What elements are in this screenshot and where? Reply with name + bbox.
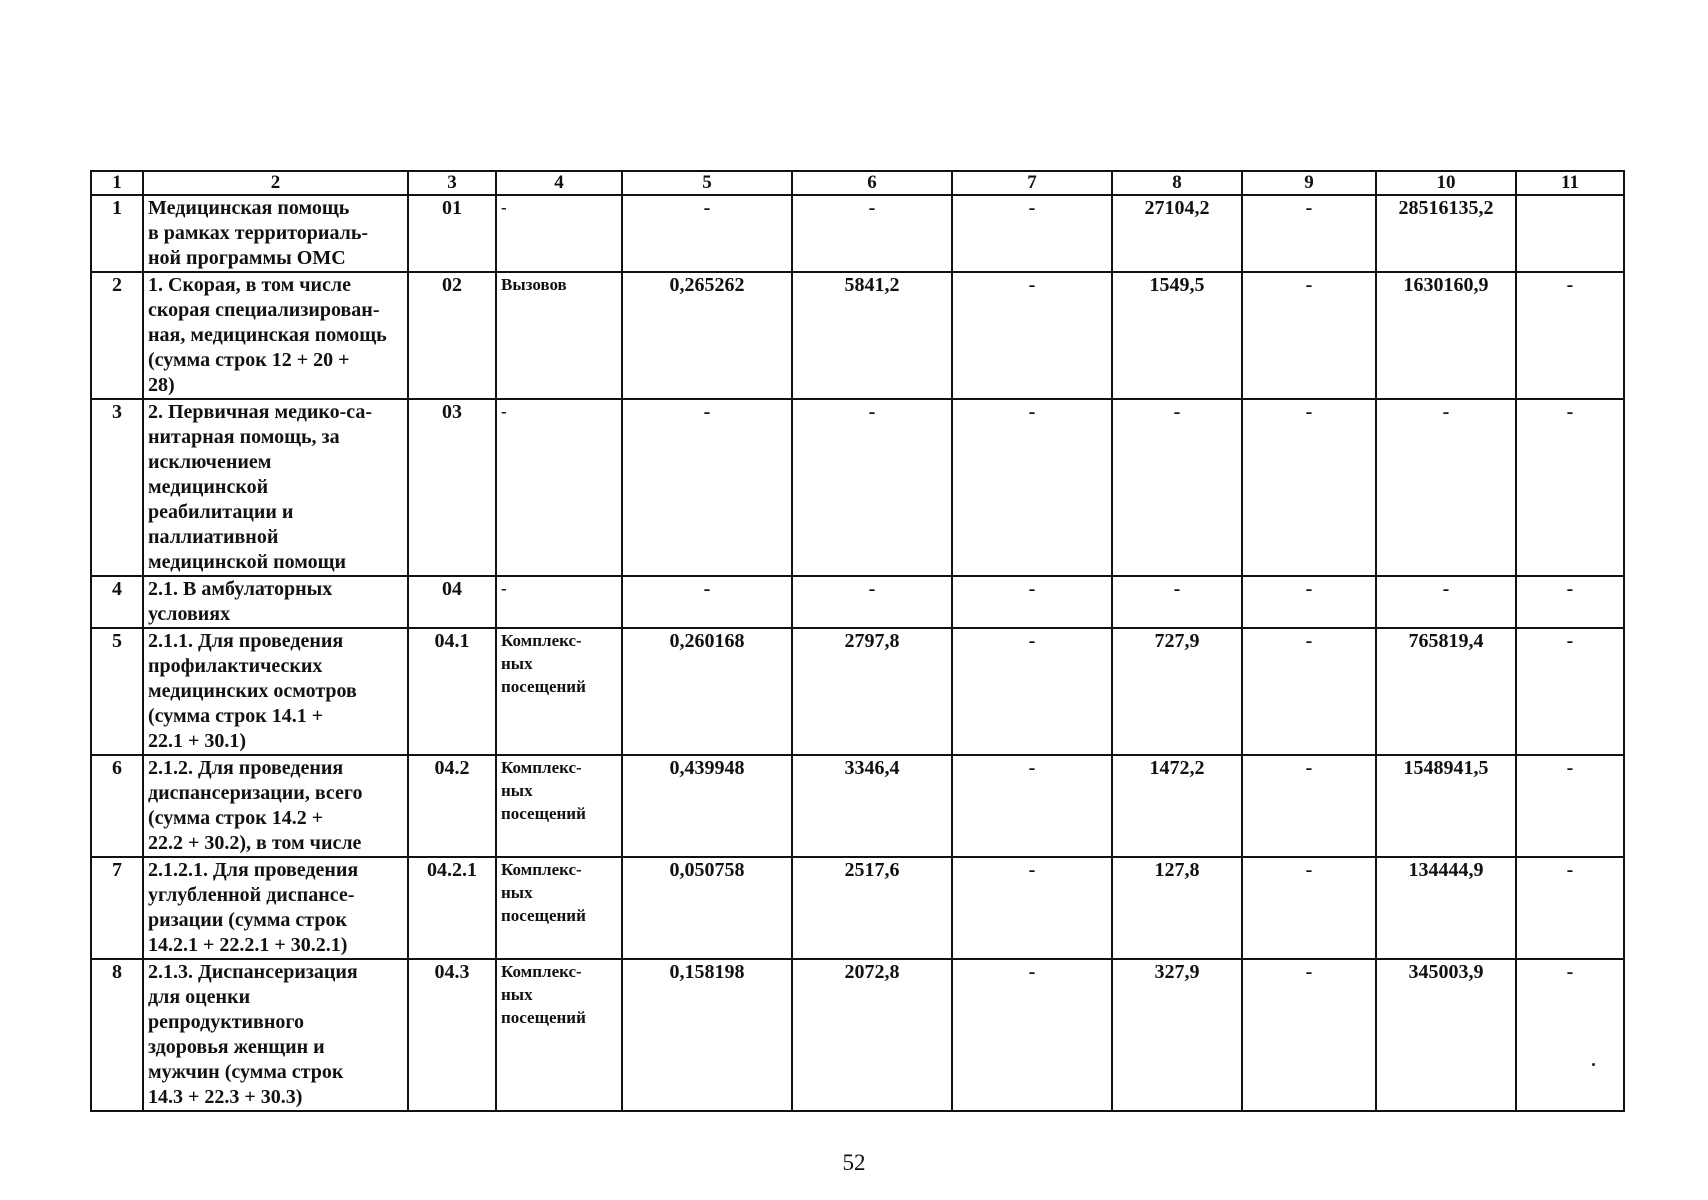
row-code-cell: 04 — [408, 576, 496, 628]
column-number: 6 — [792, 171, 952, 195]
value-cell-col9: - — [1242, 576, 1376, 628]
value-cell-col10: 345003,9 — [1376, 959, 1516, 1111]
row-number-cell: 4 — [91, 576, 143, 628]
value-cell-col11: - — [1516, 628, 1624, 755]
value-cell-col11: - — [1516, 755, 1624, 857]
column-number: 5 — [622, 171, 792, 195]
value-cell-col8: 27104,2 — [1112, 195, 1242, 272]
value-cell-col5: - — [622, 195, 792, 272]
value-cell-col7: - — [952, 195, 1112, 272]
row-code-cell: 02 — [408, 272, 496, 399]
column-number: 2 — [143, 171, 408, 195]
unit-cell: - — [496, 195, 622, 272]
column-number: 11 — [1516, 171, 1624, 195]
value-cell-col7: - — [952, 399, 1112, 576]
value-cell-col8: 1472,2 — [1112, 755, 1242, 857]
value-cell-col10: 134444,9 — [1376, 857, 1516, 959]
column-number: 8 — [1112, 171, 1242, 195]
table-row — [91, 628, 1624, 755]
page-number: 52 — [842, 1150, 866, 1175]
value-cell-col9: - — [1242, 195, 1376, 272]
value-cell-col9: - — [1242, 399, 1376, 576]
table-row — [91, 959, 1624, 1111]
unit-cell: Комплекс- ных посещений — [496, 628, 622, 755]
value-cell-col7: - — [952, 576, 1112, 628]
value-cell-col8: - — [1112, 399, 1242, 576]
value-cell-col9: - — [1242, 628, 1376, 755]
column-number: 10 — [1376, 171, 1516, 195]
indicator-name-cell: 2.1. В амбулаторных условиях — [143, 576, 408, 628]
row-code-cell: 04.2.1 — [408, 857, 496, 959]
value-cell-col8: 1549,5 — [1112, 272, 1242, 399]
value-cell-col6: - — [792, 399, 952, 576]
table-row — [91, 755, 1624, 857]
row-number-cell: 1 — [91, 195, 143, 272]
row-code-cell: 04.1 — [408, 628, 496, 755]
value-cell-col7: - — [952, 628, 1112, 755]
value-cell-col11: - — [1516, 576, 1624, 628]
column-number: 1 — [91, 171, 143, 195]
value-cell-col8: 727,9 — [1112, 628, 1242, 755]
value-cell-col6: - — [792, 195, 952, 272]
value-cell-col7: - — [952, 755, 1112, 857]
row-code-cell: 04.2 — [408, 755, 496, 857]
value-cell-col10: 765819,4 — [1376, 628, 1516, 755]
value-cell-col5: - — [622, 399, 792, 576]
value-cell-col5: 0,050758 — [622, 857, 792, 959]
table-row — [91, 272, 1624, 399]
value-cell-col9: - — [1242, 959, 1376, 1111]
value-cell-col9: - — [1242, 857, 1376, 959]
value-cell-col7: - — [952, 857, 1112, 959]
value-cell-col10: 1548941,5 — [1376, 755, 1516, 857]
column-number-row — [91, 171, 1624, 195]
data-table — [90, 170, 1625, 1112]
value-cell-col8: 327,9 — [1112, 959, 1242, 1111]
table-body — [91, 171, 1624, 1111]
indicator-name-cell: 2.1.3. Диспансеризация для оценки репродуктивного здоровья женщин и мужчин (сумма строк 14.3 + 22.3 + 30.3) — [143, 959, 408, 1111]
value-cell-col10: - — [1376, 576, 1516, 628]
column-number: 4 — [496, 171, 622, 195]
stray-dot — [1592, 1063, 1595, 1066]
table-row — [91, 195, 1624, 272]
table-row — [91, 857, 1624, 959]
column-number: 3 — [408, 171, 496, 195]
value-cell-col6: 5841,2 — [792, 272, 952, 399]
value-cell-col6: 2797,8 — [792, 628, 952, 755]
value-cell-col10: 1630160,9 — [1376, 272, 1516, 399]
value-cell-col8: 127,8 — [1112, 857, 1242, 959]
column-number: 7 — [952, 171, 1112, 195]
value-cell-col9: - — [1242, 755, 1376, 857]
value-cell-col6: 2517,6 — [792, 857, 952, 959]
value-cell-col11: - — [1516, 857, 1624, 959]
value-cell-col11: - — [1516, 272, 1624, 399]
table-row — [91, 576, 1624, 628]
row-number-cell: 5 — [91, 628, 143, 755]
unit-cell: Вызовов — [496, 272, 622, 399]
row-number-cell: 8 — [91, 959, 143, 1111]
row-code-cell: 01 — [408, 195, 496, 272]
row-number-cell: 7 — [91, 857, 143, 959]
indicator-name-cell: 2. Первичная медико-са- нитарная помощь, за исключением медицинской реабилитации и паллиативной медицинской помощи — [143, 399, 408, 576]
indicator-name-cell: 2.1.2. Для проведения диспансеризации, всего (сумма строк 14.2 + 22.2 + 30.2), в том числе — [143, 755, 408, 857]
value-cell-col7: - — [952, 272, 1112, 399]
indicator-name-cell: 2.1.2.1. Для проведения углубленной диспансе- ризации (сумма строк 14.2.1 + 22.2.1 + 30.2.1) — [143, 857, 408, 959]
unit-cell: Комплекс- ных посещений — [496, 959, 622, 1111]
value-cell-col6: - — [792, 576, 952, 628]
indicator-name-cell: Медицинская помощь в рамках территориаль- ной программы ОМС — [143, 195, 408, 272]
unit-cell: Комплекс- ных посещений — [496, 857, 622, 959]
value-cell-col7: - — [952, 959, 1112, 1111]
value-cell-col11: - — [1516, 959, 1624, 1111]
row-code-cell: 03 — [408, 399, 496, 576]
value-cell-col5: 0,265262 — [622, 272, 792, 399]
value-cell-col6: 3346,4 — [792, 755, 952, 857]
value-cell-col6: 2072,8 — [792, 959, 952, 1111]
value-cell-col9: - — [1242, 272, 1376, 399]
indicator-name-cell: 2.1.1. Для проведения профилактических медицинских осмотров (сумма строк 14.1 + 22.1 + 30.1) — [143, 628, 408, 755]
value-cell-col5: 0,260168 — [622, 628, 792, 755]
value-cell-col5: - — [622, 576, 792, 628]
value-cell-col5: 0,158198 — [622, 959, 792, 1111]
column-number: 9 — [1242, 171, 1376, 195]
row-number-cell: 6 — [91, 755, 143, 857]
unit-cell: - — [496, 399, 622, 576]
row-code-cell: 04.3 — [408, 959, 496, 1111]
table-row — [91, 399, 1624, 576]
unit-cell: Комплекс- ных посещений — [496, 755, 622, 857]
row-number-cell: 3 — [91, 399, 143, 576]
row-number-cell: 2 — [91, 272, 143, 399]
value-cell-col11 — [1516, 195, 1624, 272]
indicator-name-cell: 1. Скорая, в том числе скорая специализирован- ная, медицинская помощь (сумма строк 12 + 20 + 28) — [143, 272, 408, 399]
value-cell-col10: - — [1376, 399, 1516, 576]
value-cell-col8: - — [1112, 576, 1242, 628]
value-cell-col10: 28516135,2 — [1376, 195, 1516, 272]
value-cell-col5: 0,439948 — [622, 755, 792, 857]
unit-cell: - — [496, 576, 622, 628]
value-cell-col11: - — [1516, 399, 1624, 576]
